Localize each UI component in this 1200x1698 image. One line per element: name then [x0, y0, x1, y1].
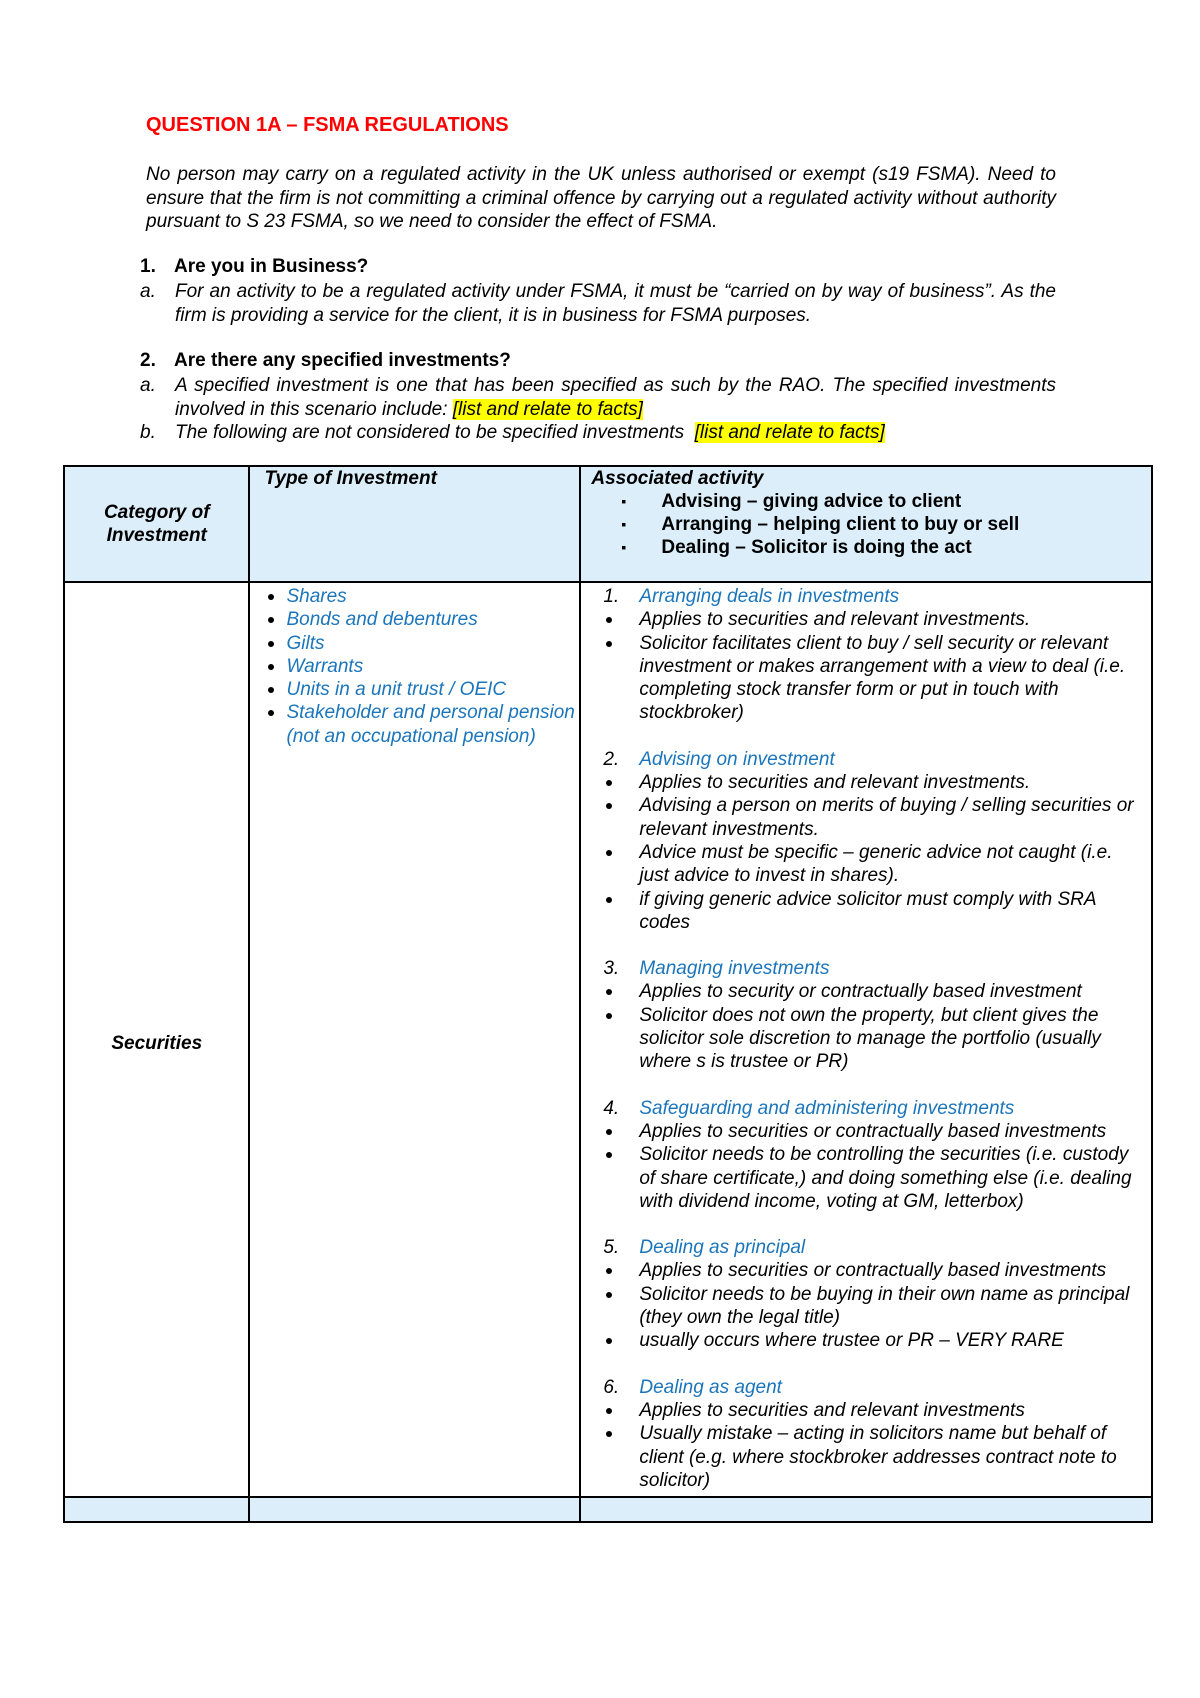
activity-point: if giving generic advice solicitor must comply with SRA codes: [603, 888, 1143, 935]
header-associated-cell: [580, 466, 1152, 582]
section-1-letter-a: a.: [140, 281, 156, 302]
activity-points: [603, 1259, 1143, 1352]
page-title: QUESTION 1A – FSMA REGULATIONS: [146, 114, 509, 136]
activity-point: Applies to security or contractually based investment: [603, 980, 1143, 1003]
associated-point-advising: ▪ Advising – giving advice to client: [621, 490, 1151, 513]
category-securities: Securities: [111, 1033, 203, 1054]
section-2-point-b: [140, 421, 1056, 445]
highlight-placeholder-a: [list and relate to facts]: [452, 398, 643, 420]
section-1-heading: [140, 256, 368, 278]
activity-point: Applies to securities and relevant investments: [603, 1399, 1143, 1422]
section-2-point-a: [140, 374, 1056, 421]
activity-title-text: Managing investments: [639, 958, 830, 980]
activity-safeguarding: [603, 1097, 1143, 1213]
section-2-text-b: The following are not considered to be specified investments: [175, 422, 685, 443]
header-type: Type of Investment: [264, 468, 437, 489]
activity-advising: [603, 748, 1143, 934]
activity-arranging: [603, 585, 1143, 725]
activity-number: 3.: [603, 958, 620, 980]
table-empty-row: [64, 1497, 1152, 1522]
category-cell: [64, 582, 249, 1497]
type-item: Units in a unit trust / OEIC: [264, 678, 579, 701]
associated-point-dealing: ▪ Dealing – Solicitor is doing the act: [621, 536, 1151, 559]
activity-title: [603, 1376, 1143, 1399]
activity-number: 2.: [603, 748, 620, 770]
investment-types-list: [250, 585, 579, 748]
section-2-heading: [140, 350, 511, 372]
section-1-text-a: For an activity to be a regulated activity under FSMA, it must be “carried on by way of business”. As the firm is providing a service for the client, it is in business for FSMA purposes.: [175, 281, 1056, 326]
activity-point: Advice must be specific – generic advice not caught (i.e. just advice to invest in shares).: [603, 841, 1143, 888]
header-type-cell: [249, 466, 580, 582]
type-item: Gilts: [264, 632, 579, 655]
activity-title: [603, 1236, 1143, 1259]
activity-points: [603, 980, 1143, 1073]
activity-number: 5.: [603, 1237, 620, 1259]
type-item: Bonds and debentures: [264, 608, 579, 631]
type-item: Stakeholder and personal pension (not an occupational pension): [264, 701, 579, 748]
empty-cell: [249, 1497, 580, 1522]
section-1-heading-text: Are you in Business?: [174, 256, 369, 277]
activity-number: 6.: [603, 1376, 620, 1398]
header-category-cell: [64, 466, 249, 582]
activity-point: Applies to securities and relevant investments.: [603, 608, 1143, 631]
header-category: Category of Investment: [103, 502, 210, 546]
activity-points: [603, 1120, 1143, 1213]
investment-table: [63, 465, 1153, 1523]
activity-cell: [580, 582, 1152, 1497]
activity-title: [603, 1097, 1143, 1120]
activity-point: usually occurs where trustee or PR – VERY RARE: [603, 1329, 1143, 1352]
type-item: Shares: [264, 585, 579, 608]
activity-point: Advising a person on merits of buying / selling securities or relevant investments.: [603, 794, 1143, 841]
section-1-point-a: [140, 280, 1056, 327]
table-row-securities: [64, 582, 1152, 1497]
activities-list: [581, 583, 1151, 1496]
activity-title-text: Dealing as agent: [639, 1376, 782, 1398]
activity-point: Applies to securities or contractually based investments: [603, 1120, 1143, 1143]
activity-title: [603, 748, 1143, 771]
section-2-text-a: A specified investment is one that has been specified as such by the RAO. The specified investments involved in this scenario include:: [175, 375, 1056, 420]
activity-title-text: Advising on investment: [639, 748, 835, 770]
section-2-number: 2.: [140, 350, 156, 371]
intro-paragraph: No person may carry on a regulated activity in the UK unless authorised or exempt (s19 FSMA). Need to ensure that the firm is not committing a criminal offence by carrying out a regulated activity without authority pursuant to S 23 FSMA, so we need to consider the effect of FSMA.: [146, 164, 1056, 232]
table-header-row: [64, 466, 1152, 582]
empty-cell: [580, 1497, 1152, 1522]
activity-title-text: Dealing as principal: [639, 1237, 806, 1259]
type-cell: [249, 582, 580, 1497]
activity-point: Solicitor needs to be buying in their own name as principal (they own the legal title): [603, 1283, 1143, 1330]
empty-cell: [64, 1497, 249, 1522]
section-2-text-a-wrap: [175, 374, 1056, 421]
activity-point: Usually mistake – acting in solicitors name but behalf of client (e.g. where stockbroker addresses contract note to solicitor): [603, 1422, 1143, 1492]
activity-title-text: Arranging deals in investments: [639, 586, 900, 607]
type-item: Warrants: [264, 655, 579, 678]
activity-title: [603, 957, 1143, 980]
associated-point-arranging: ▪ Arranging – helping client to buy or sell: [621, 513, 1151, 536]
header-associated: Associated activity: [591, 468, 764, 489]
activity-point: Applies to securities or contractually based investments: [603, 1259, 1143, 1282]
activity-points: [603, 1399, 1143, 1492]
highlight-placeholder-b: [list and relate to facts]: [694, 422, 885, 443]
activity-number: 4.: [603, 1097, 620, 1119]
activity-title-text: Safeguarding and administering investments: [639, 1097, 1015, 1119]
activity-point: Solicitor does not own the property, but client gives the solicitor sole discretion to manage the portfolio (usually where s is trustee or PR): [603, 1004, 1143, 1074]
section-2-heading-text: Are there any specified investments?: [174, 350, 511, 371]
activity-point: Applies to securities and relevant investments.: [603, 771, 1143, 794]
activity-point: Solicitor needs to be controlling the securities (i.e. custody of share certificate,) and doing something else (i.e. dealing with dividend income, voting at GM, letterbox): [603, 1143, 1143, 1213]
section-2-letter-b: b.: [140, 422, 156, 443]
activity-point: Solicitor facilitates client to buy / sell security or relevant investment or makes arrangement with a view to deal (i.e. completing stock transfer form or put in touch with stockbroker): [603, 632, 1143, 725]
section-2-text-b-wrap: [175, 421, 1056, 445]
activity-number: 1.: [603, 586, 620, 607]
section-1-number: 1.: [140, 256, 156, 277]
activity-points: [603, 608, 1143, 724]
activity-managing: [603, 957, 1143, 1073]
section-2-letter-a: a.: [140, 375, 156, 396]
activity-title: [603, 585, 1143, 608]
associated-activity-list: [581, 490, 1151, 559]
activity-dealing-agent: [603, 1376, 1143, 1492]
activity-points: [603, 771, 1143, 934]
activity-dealing-principal: [603, 1236, 1143, 1352]
